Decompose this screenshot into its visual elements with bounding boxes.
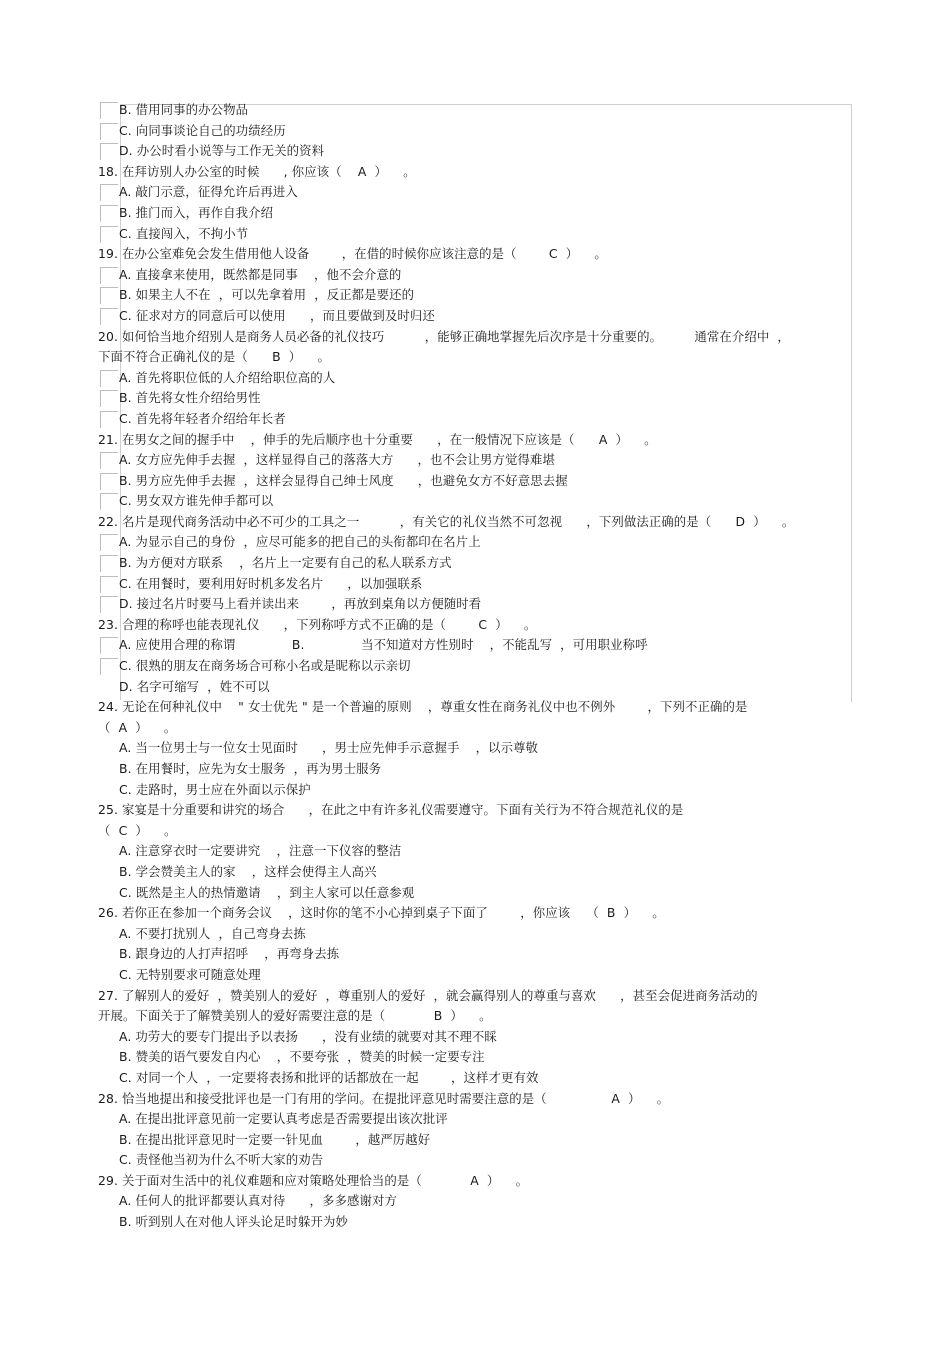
option-line: C. 很熟的朋友在商务场合可称小名或是昵称以示亲切: [0, 656, 950, 677]
option-line: B. 如果主人不在 ，可以先拿着用 ，反正都是要还的: [0, 285, 950, 306]
option-bracket-mark: [100, 143, 118, 160]
option-line: A. 直接拿来使用，既然都是同事 ，他不会介意的: [0, 265, 950, 286]
option-line: B. 男方应先伸手去握 ，这样会显得自己绅士风度 ，也避免女方不好意思去握: [0, 471, 950, 492]
option-line: A. 为显示自己的身份 ，应尽可能多的把自己的头衔都印在名片上: [0, 532, 950, 553]
option-line: C. 既然是主人的热情邀请 ，到主人家可以任意参观: [119, 884, 415, 900]
option-line: A. 女方应先伸手去握 ，这样显得自己的落落大方 ，也不会让男方觉得难堪: [0, 450, 950, 471]
option-line: B. 在提出批评意见时一定要一针见血 ，越严厉越好: [119, 1131, 431, 1147]
question-line: 21. 在男女之间的握手中 ，伸手的先后顺序也十分重要 ，在一般情况下应该是（ A ） 。: [98, 431, 657, 447]
option-bracket-mark: [100, 596, 118, 613]
option-bracket-mark: [100, 658, 118, 675]
option-bracket-mark: [100, 637, 118, 654]
option-bracket-mark: [100, 473, 118, 490]
option-bracket-mark: [100, 287, 118, 304]
question-line: 25. 家宴是十分重要和讲究的场合 ，在此之中有许多礼仪需要遵守。下面有关行为不符合规范礼仪的是: [98, 802, 684, 818]
option-bracket-mark: [100, 390, 118, 407]
option-line: C. 征求对方的同意后可以使用 ，而且要做到及时归还: [0, 306, 950, 327]
option-line: A. 在提出批评意见前一定要认真考虑是否需要提出该次批评: [119, 1111, 448, 1127]
question-line: 22. 名片是现代商务活动中必不可少的工具之一 ，有关它的礼仪当然不可忽视 ，下列做法正确的是（ D ） 。: [98, 513, 795, 529]
option-line: C. 对同一个人 ，一定要将表扬和批评的话都放在一起 ，这样才更有效: [119, 1069, 539, 1085]
option-bracket-mark: [100, 411, 118, 428]
question-line: 18. 在拜访别人办公室的时候 , 你应该（ A ） 。: [98, 163, 416, 179]
option-line: B. 跟身边的人打声招呼 ，再弯身去拣: [119, 946, 340, 962]
question-continuation-line: （ A ） 。: [98, 719, 177, 735]
option-bracket-mark: [100, 267, 118, 284]
option-line: C. 责怪他当初为什么不听大家的劝告: [119, 1152, 324, 1168]
option-line: A. 敲门示意，征得允许后再进入: [0, 182, 950, 203]
question-line: 24. 无论在何种礼仪中 " 女士优先 " 是一个普遍的原则 ，尊重女性在商务礼仪中也不例外 ，下列不正确的是: [98, 699, 748, 715]
option-line: A. 首先将职位低的人介绍给职位高的人: [0, 368, 950, 389]
option-line: A. 应使用合理的称谓 B. 当不知道对方性别时 ，不能乱写 ，可用职业称呼: [0, 635, 950, 656]
question-line: 27. 了解别人的爱好 ，赞美别人的爱好 ，尊重别人的爱好 ，就会赢得别人的尊重与喜欢 ，甚至会促进商务活动的: [98, 987, 758, 1003]
option-line: B. 学会赞美主人的家 ，这样会使得主人高兴: [119, 863, 377, 879]
option-bracket-mark: [100, 102, 118, 119]
option-bracket-mark: [100, 576, 118, 593]
option-line: C. 走路时，男士应在外面以示保护: [119, 781, 311, 797]
question-continuation-line: 下面不符合正确礼仪的是（ B ） 。: [98, 349, 330, 365]
option-line: C. 无特别要求可随意处理: [119, 966, 261, 982]
option-line: A. 任何人的批评都要认真对待 ，多多感谢对方: [119, 1193, 397, 1209]
option-bracket-mark: [100, 184, 118, 201]
option-bracket-mark: [100, 555, 118, 572]
question-line: 19. 在办公室难免会发生借用他人设备 ，在借的时候你应该注意的是（ C ） 。: [98, 246, 607, 262]
option-line: A. 注意穿衣时一定要讲究 ，注意一下仪容的整洁: [119, 843, 402, 859]
option-bracket-mark: [100, 534, 118, 551]
option-line: C. 向同事谈论自己的功绩经历: [0, 121, 950, 142]
option-line: B. 借用同事的办公物品: [0, 100, 950, 121]
option-line: B. 赞美的语气要发自内心 ，不要夸张 ，赞美的时候一定要专注: [119, 1049, 485, 1065]
question-line: 28. 恰当地提出和接受批评也是一门有用的学问。在提批评意见时需要注意的是（ A ） 。: [98, 1090, 670, 1106]
option-bracket-mark: [100, 370, 118, 387]
option-line: B. 在用餐时，应先为女士服务 ，再为男士服务: [119, 761, 382, 776]
option-line: A. 不要打扰别人 ，自己弯身去拣: [119, 925, 306, 941]
option-line: A. 功劳大的要专门提出予以表扬 ，没有业绩的就要对其不理不睬: [119, 1028, 497, 1044]
option-line: A. 当一位男士与一位女士见面时 ，男士应先伸手示意握手 ，以示尊敬: [119, 740, 539, 756]
question-continuation-line: 开展。下面关于了解赞美别人的爱好需要注意的是（ B ） 。: [98, 1008, 492, 1024]
option-bracket-mark: [100, 452, 118, 469]
question-line: 26. 若你正在参加一个商务会议 ，这时你的笔不小心掉到桌子下面了 ，你应该 （ B ） 。: [98, 905, 665, 921]
option-bracket-mark: [100, 123, 118, 140]
option-bracket-mark: [100, 493, 118, 510]
option-bracket-mark: [100, 308, 118, 325]
question-line: 29. 关于面对生活中的礼仪难题和应对策略处理恰当的是（ A ） 。: [98, 1172, 529, 1188]
option-line: B. 首先将女性介绍给男性: [0, 388, 950, 409]
option-bracket-mark: [100, 205, 118, 222]
option-line: D. 名字可缩写 ，姓不可以: [119, 678, 270, 694]
question-list: [0, 100, 950, 1233]
option-line: B. 为方便对方联系 ，名片上一定要有自己的私人联系方式: [0, 553, 950, 574]
option-line: C. 男女双方谁先伸手都可以: [0, 491, 950, 512]
question-line: 20. 如何恰当地介绍别人是商务人员必备的礼仪技巧 ，能够正确地掌握先后次序是十分重要的。 通常在介绍中 ，: [98, 328, 790, 344]
option-line: C. 直接闯入，不拘小节: [0, 224, 950, 245]
option-line: D. 接过名片时要马上看并读出来 ，再放到桌角以方便随时看: [0, 594, 950, 615]
option-line: C. 首先将年轻者介绍给年长者: [0, 409, 950, 430]
option-line: B. 听到别人在对他人评头论足时躲开为妙: [119, 1214, 349, 1230]
option-bracket-mark: [100, 226, 118, 243]
question-continuation-line: （ C ） 。: [98, 822, 177, 838]
option-line: D. 办公时看小说等与工作无关的资料: [0, 141, 950, 162]
option-line: C. 在用餐时，要利用好时机多发名片 ，以加强联系: [0, 574, 950, 595]
option-line: B. 推门而入，再作自我介绍: [0, 203, 950, 224]
question-line: 23. 合理的称呼也能表现礼仪 ，下列称呼方式不正确的是（ C ） 。: [98, 616, 537, 632]
